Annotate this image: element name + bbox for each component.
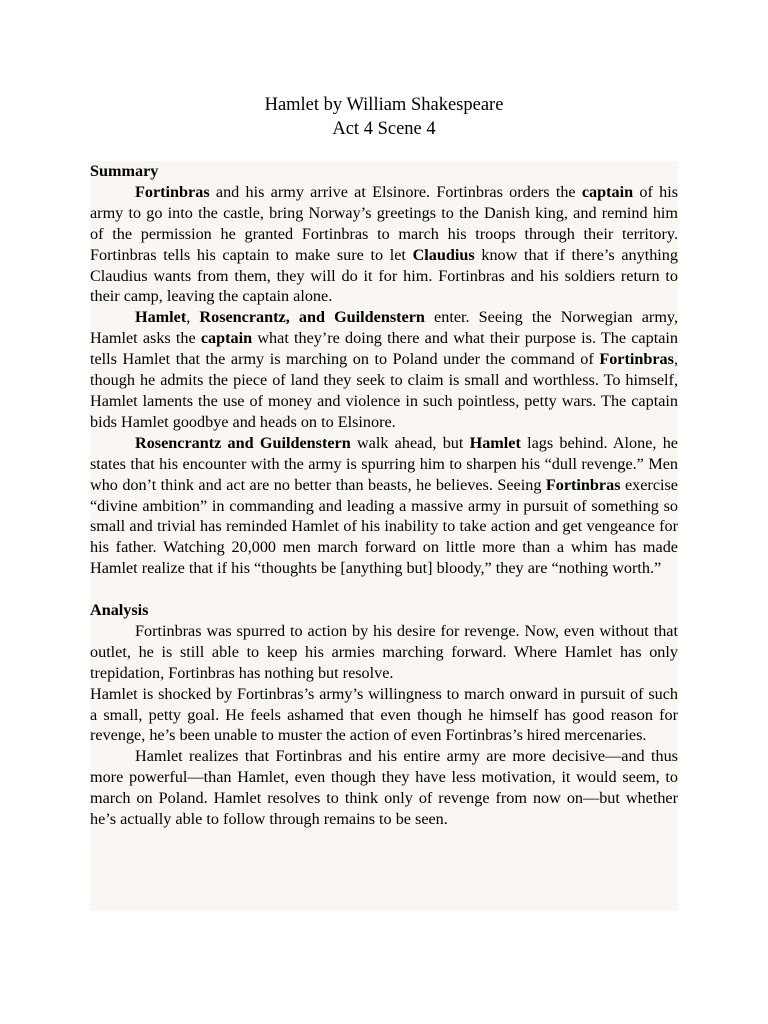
text-run: of his army to go into the castle, bring Norway’s greetings to the Danish king, and remind him of the permission he granted Fortinbras to march his troops through their territory. Fortinbras tells his captain to make sure to let bbox=[90, 182, 678, 264]
text-run: , bbox=[186, 308, 200, 327]
text-run: enter. Seeing the Norwegian army, Hamlet asks the bbox=[90, 308, 678, 348]
bold-term: captain bbox=[200, 329, 253, 348]
section-spacer bbox=[90, 579, 678, 600]
bold-term: Fortinbras bbox=[599, 350, 674, 369]
title-block bbox=[90, 93, 678, 141]
summary-paragraph-2 bbox=[90, 307, 678, 432]
document-title: Hamlet by William Shakespeare bbox=[264, 95, 504, 115]
bold-term: Hamlet bbox=[469, 433, 521, 452]
content-area bbox=[90, 161, 678, 911]
bold-term: captain bbox=[581, 182, 634, 201]
summary-paragraph-1 bbox=[90, 182, 678, 307]
analysis-paragraph-1: Fortinbras was spurred to action by his desire for revenge. Now, even without that outlet, he is still able to keep his armies marching forward. Where Hamlet has only trepidation, Fortinbras has nothing but resolve. bbox=[90, 621, 678, 682]
text-run: lags behind. Alone, he states that his encounter with the army is spurring him to sharpen his “dull revenge.” Men who don’t think and act are no better than beasts, he believes. Seeing bbox=[90, 433, 678, 494]
analysis-paragraph-3: Hamlet realizes that Fortinbras and his entire army are more decisive—and thus more powerful—than Hamlet, even though they have less motivation, it would seem, to march on Poland. Hamlet resolves to think only of revenge from now on—but whether he’s actually able to follow through remains to be seen. bbox=[90, 747, 678, 829]
analysis-paragraph-2: Hamlet is shocked by Fortinbras’s army’s willingness to march onward in pursuit of such a small, petty goal. He feels ashamed that even though he himself has good reason for revenge, he’s been unable to muster the action of even Fortinbras’s hired mercenaries. bbox=[90, 684, 678, 745]
text-run: know that if there’s anything Claudius wants from them, they will do it for him. Fortinbras and his soldiers return to their camp, leaving the captain alone. bbox=[90, 245, 678, 306]
bold-term: Claudius bbox=[412, 245, 475, 264]
text-run: and his army arrive at Elsinore. Fortinbras orders the bbox=[209, 182, 582, 201]
bold-term: Rosencrantz and Guildenstern bbox=[135, 433, 351, 452]
text-run: , though he admits the piece of land they seek to claim is small and worthless. To himself, Hamlet laments the use of money and violence in such pointless, petty wars. The captain bids Hamlet goodbye and heads on to Elsinore. bbox=[90, 350, 678, 431]
text-run: exercise “divine ambition” in commanding and leading a massive army in pursuit of something so small and trivial has reminded Hamlet of his inability to take action and get vengeance for his father. Watching 20,000 men march forward on little more than a whim has made Hamlet realize that if his “thoughts be [anything but] bloody,” they are “nothing worth.” bbox=[90, 475, 678, 578]
bold-term: Fortinbras bbox=[545, 475, 621, 494]
summary-paragraph-3 bbox=[90, 433, 678, 579]
bold-term: Hamlet bbox=[135, 308, 187, 327]
text-run: walk ahead, but bbox=[350, 433, 470, 452]
bold-term: Rosencrantz, and Guildenstern bbox=[199, 308, 425, 327]
bold-term: Fortinbras bbox=[135, 182, 210, 201]
analysis-heading: Analysis bbox=[90, 601, 149, 620]
document-subtitle: Act 4 Scene 4 bbox=[332, 119, 436, 139]
text-run: what they’re doing there and what their purpose is. The captain tells Hamlet that the army is marching on to Poland under the command of bbox=[90, 329, 678, 369]
summary-heading: Summary bbox=[90, 162, 159, 180]
